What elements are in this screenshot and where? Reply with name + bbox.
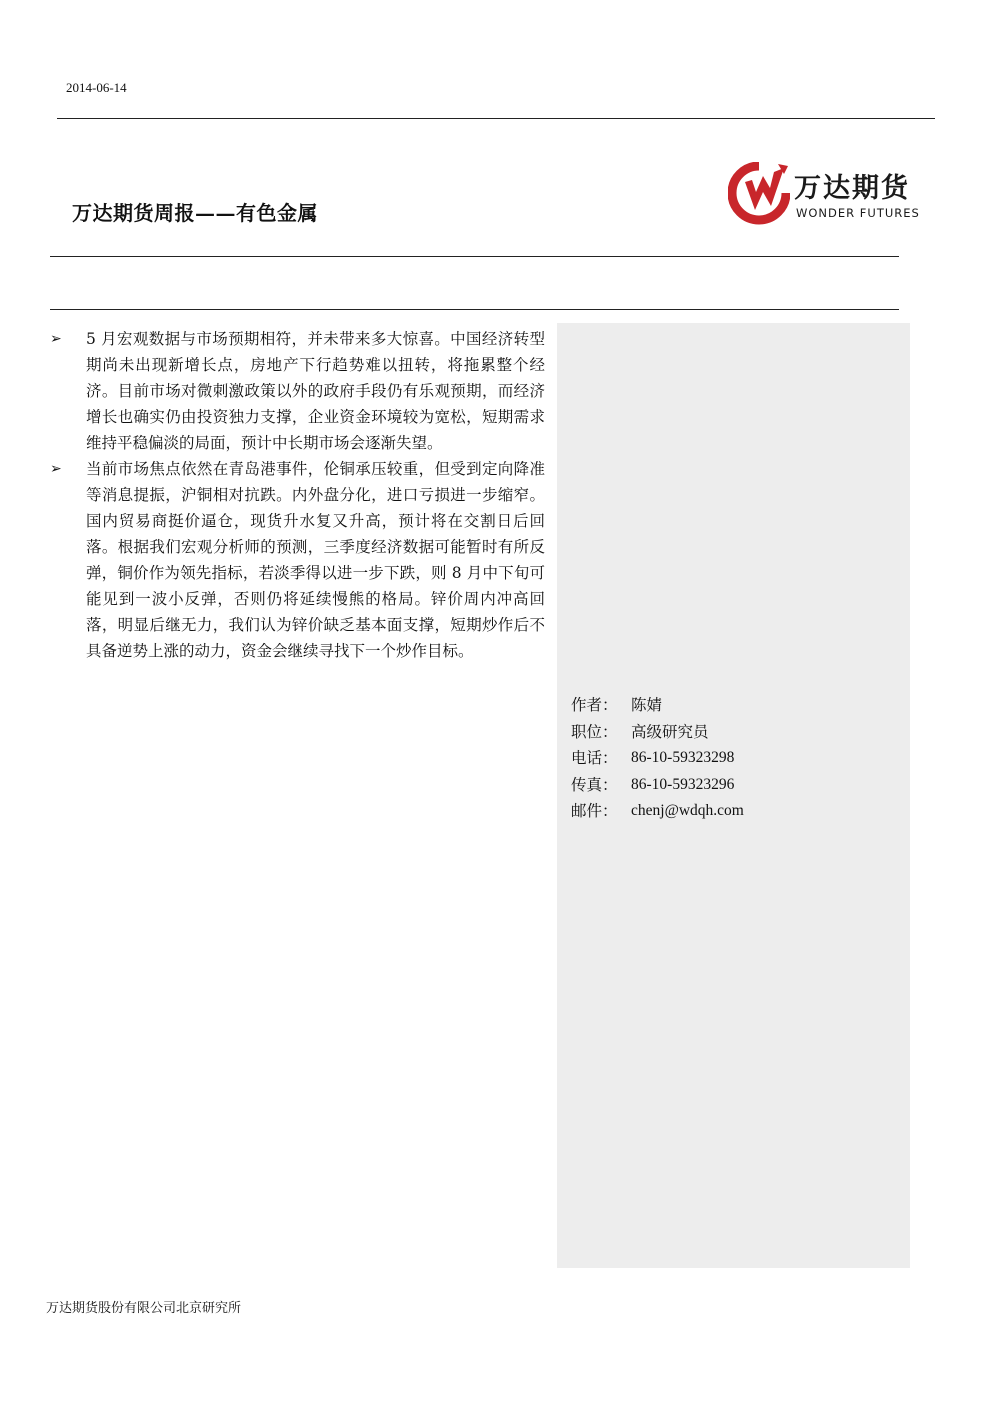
phone-value: 86-10-59323298 xyxy=(631,749,735,766)
email-row xyxy=(571,798,744,825)
position-value: 高级研究员 xyxy=(631,722,709,741)
logo-name-en: WONDER FUTURES xyxy=(796,206,920,220)
company-logo xyxy=(728,160,938,230)
position-label: 职位： xyxy=(571,722,618,741)
arrowhead-bullet-icon: ➢ xyxy=(50,461,62,477)
bullet-text: 5 月宏观数据与市场预期相符，并未带来多大惊喜。中国经济转型期尚未出现新增长点，房地产下行趋势难以扭转，将拖累整个经济。目前市场对微刺激政策以外的政府手段仍有乐观预期，而经济增长也确实仍由投资独力支撑，企业资金环境较为宽松，短期需求维持平稳偏淡的局面，预计中长期市场会逐渐失望。 xyxy=(86,330,545,452)
fax-row xyxy=(571,772,744,799)
summary-bullets xyxy=(50,326,545,664)
phone-label: 电话： xyxy=(571,749,618,767)
arrowhead-bullet-icon: ➢ xyxy=(50,331,62,347)
title-divider-top xyxy=(50,256,899,257)
position-row xyxy=(571,719,744,746)
fax-label: 传真： xyxy=(571,775,618,794)
fax-value: 86-10-59323296 xyxy=(631,775,735,793)
title-divider-bottom xyxy=(50,309,899,310)
author-name: 陈婧 xyxy=(631,696,663,714)
footer-company: 万达期货股份有限公司北京研究所 xyxy=(46,1301,242,1316)
bullet-text: 当前市场焦点依然在青岛港事件，伦铜承压较重，但受到定向降准等消息提振，沪铜相对抗跌。内外盘分化，进口亏损进一步缩窄。国内贸易商挺价逼仓，现货升水复又升高，预计将在交割日后回落。根据我们宏观分析师的预测，三季度经济数据可能暂时有所反弹，铜价作为领先指标，若淡季得以进一步下跌，则 8 月中下旬可能见到一波小反弹，否则仍将延续慢熊的格局。锌价周内冲高回落，明显后继无力，我们认为锌价缺乏基本面支撑，短期炒作后不具备逆势上涨的动力，资金会继续寻找下一个炒作目标。 xyxy=(86,460,545,660)
list-item xyxy=(50,326,545,456)
report-date: 2014-06-14 xyxy=(66,80,127,95)
logo-name-cn: 万达期货 xyxy=(794,173,910,204)
list-item xyxy=(50,456,545,664)
author-contact xyxy=(571,692,744,825)
email-value[interactable]: chenj@wdqh.com xyxy=(631,802,744,819)
phone-row xyxy=(571,745,744,772)
header-divider xyxy=(57,118,935,119)
email-label: 邮件： xyxy=(571,802,618,820)
author-label: 作者： xyxy=(571,696,618,714)
wonder-futures-logo-icon xyxy=(728,162,790,228)
report-title: 万达期货周报——有色金属 xyxy=(72,201,318,225)
author-row xyxy=(571,692,744,719)
